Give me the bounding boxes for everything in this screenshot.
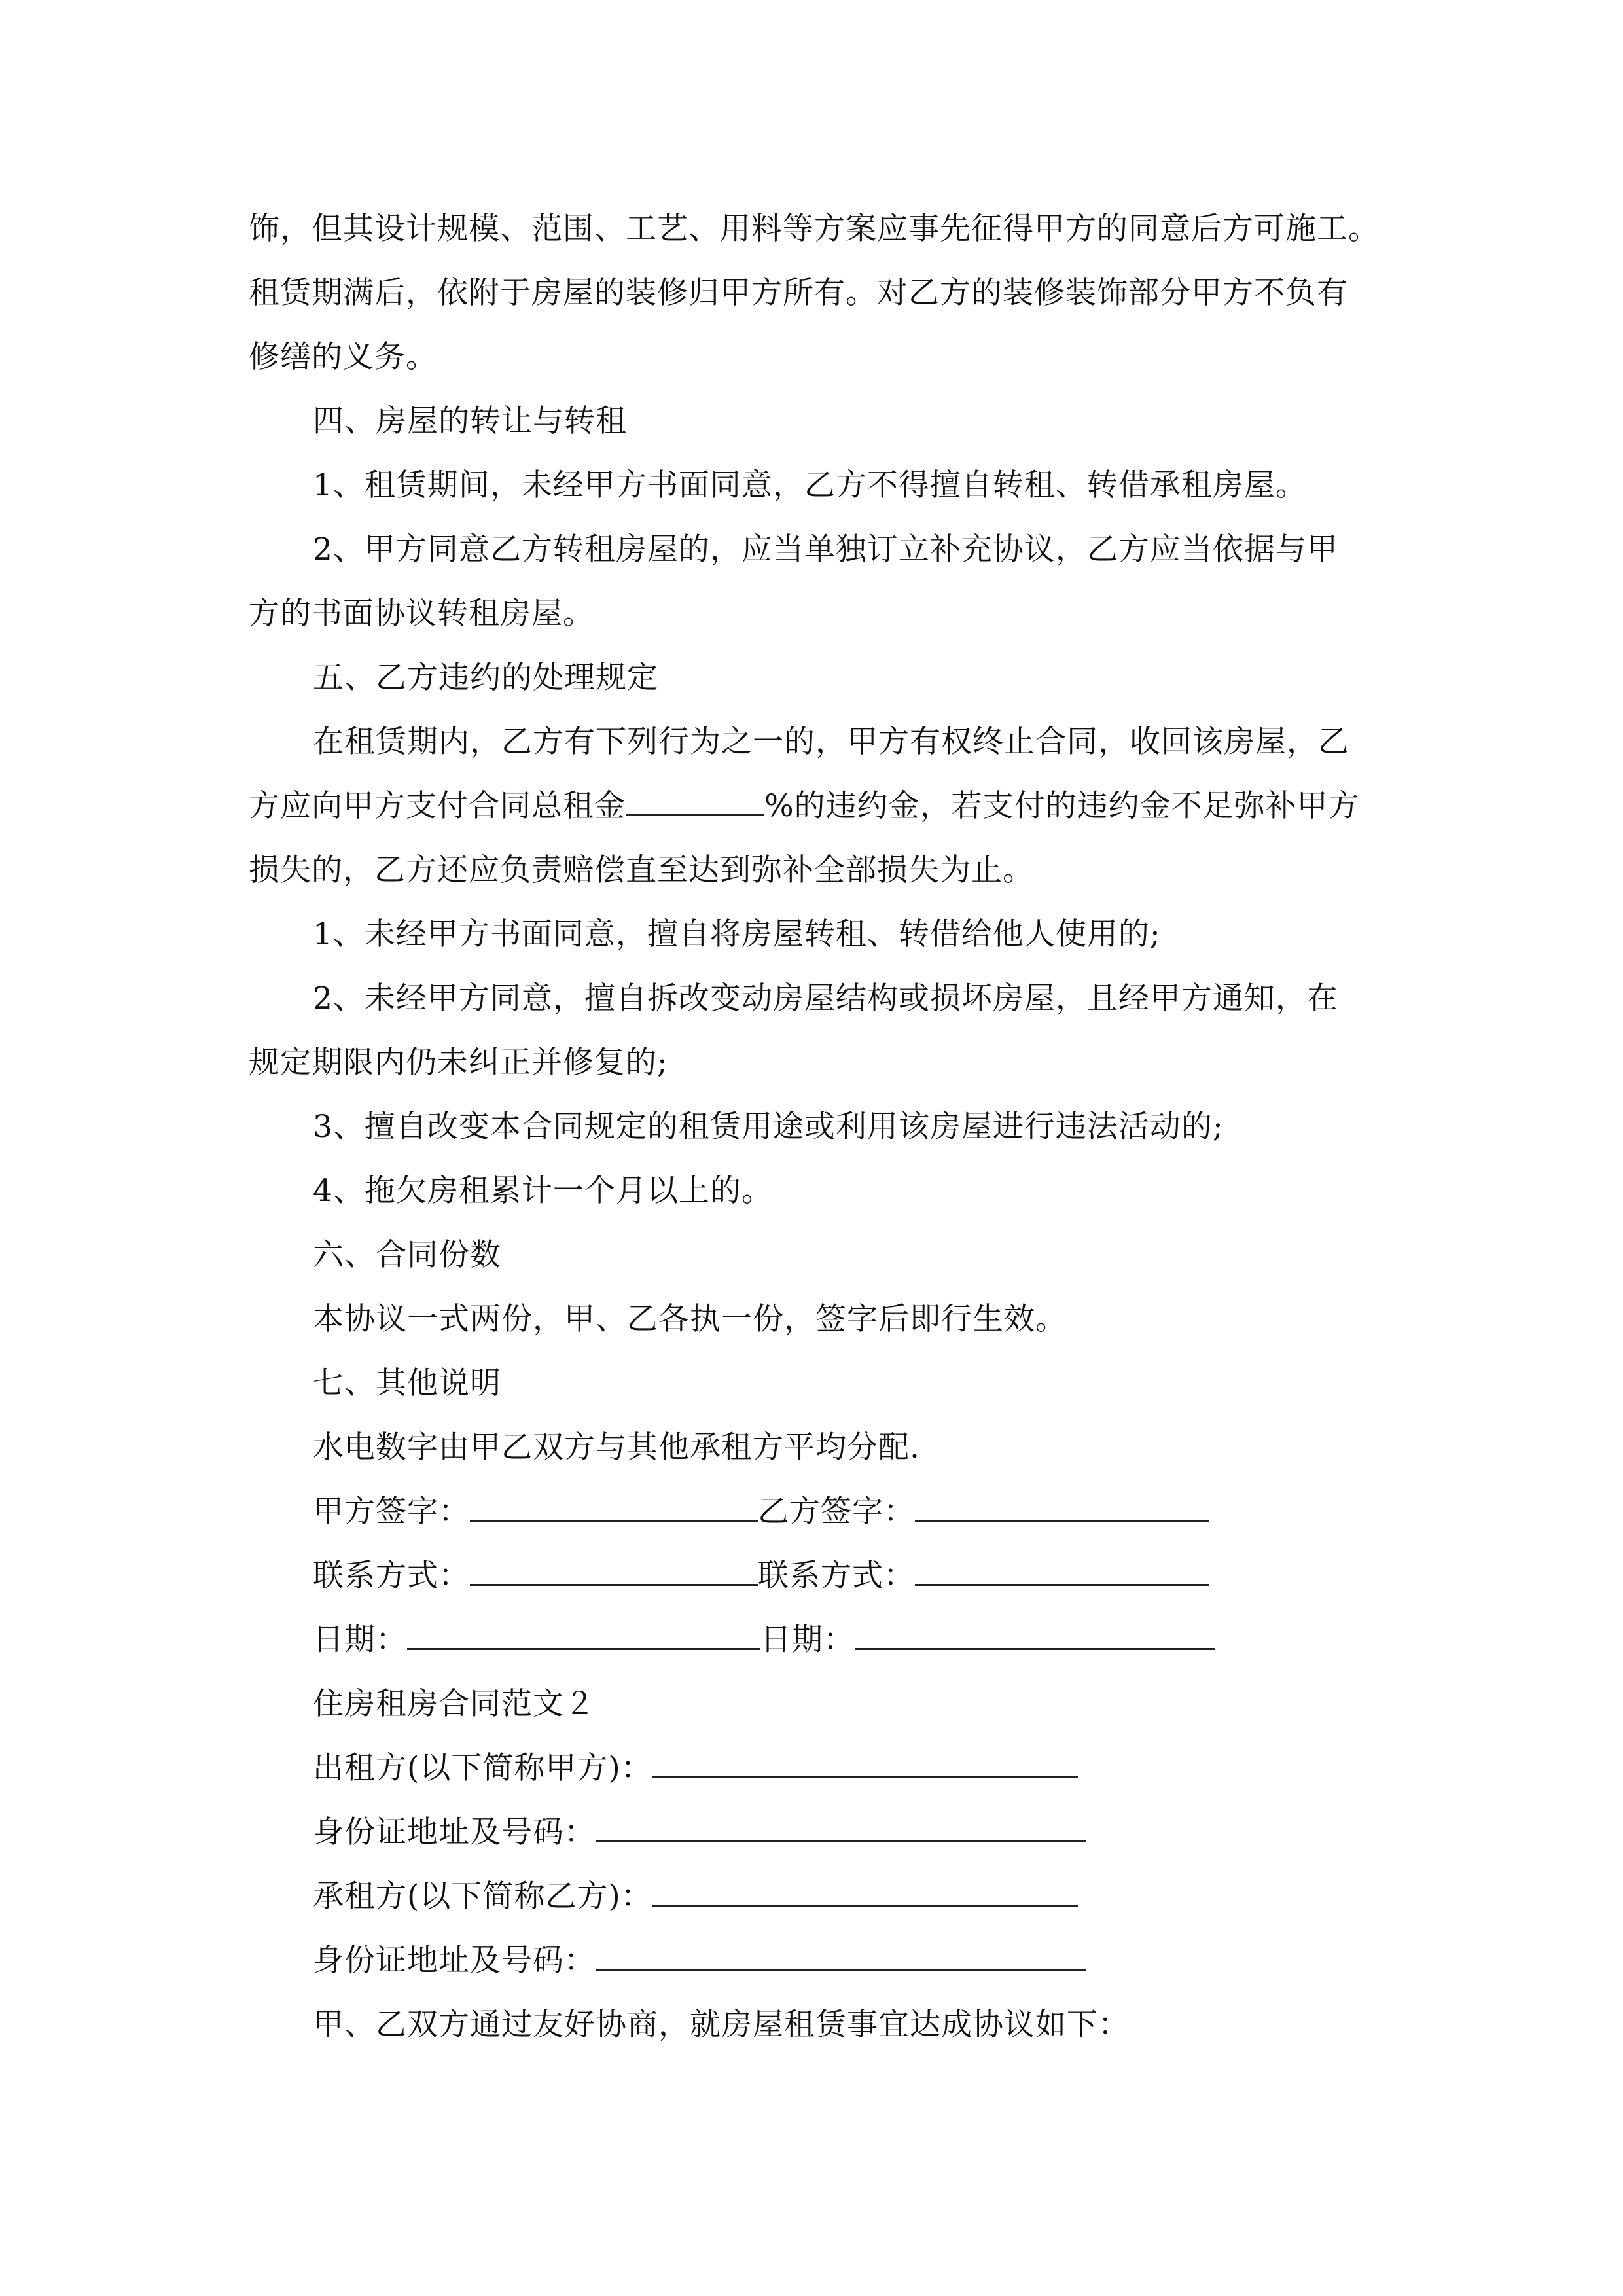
clause-5-intro-cont: 损失的，乙方还应负责赔偿直至达到弥补全部损失为止。 (249, 852, 1034, 888)
lessee-label: 承租方(以下简称乙方)： (313, 1878, 652, 1914)
section-heading-5: 五、乙方违约的处理规定 (313, 660, 658, 696)
signature-row (313, 1494, 1209, 1530)
clause-4-1: 1、租赁期间，未经甲方书面同意，乙方不得擅自转租、转借承租房屋。 (313, 467, 1307, 503)
party-b-signature-blank[interactable] (915, 1494, 1209, 1522)
penalty-percent-blank[interactable] (626, 788, 764, 816)
paragraph-line: 租赁期满后，依附于房屋的装修归甲方所有。对乙方的装修装饰部分甲方不负有 (249, 275, 1348, 311)
party-b-date-label: 日期： (760, 1622, 855, 1658)
clause-6: 本协议一式两份，甲、乙各执一份，签字后即行生效。 (313, 1301, 1067, 1337)
penalty-text-pre: 方应向甲方支付合同总租金 (249, 788, 626, 824)
clause-5-4: 4、拖欠房租累计一个月以上的。 (313, 1173, 773, 1209)
party-a-signature-label: 甲方签字： (313, 1494, 470, 1530)
lessee-blank[interactable] (652, 1878, 1078, 1907)
party-b-contact-blank[interactable] (915, 1558, 1209, 1586)
party-b-contact-label: 联系方式： (758, 1558, 915, 1594)
lessor-row (313, 1750, 1078, 1787)
party-b-signature-label: 乙方签字： (758, 1494, 915, 1530)
clause-5-2-cont: 规定期限内仍未纠正并修复的; (249, 1045, 668, 1081)
clause-4-2-cont: 方的书面协议转租房屋。 (249, 596, 594, 632)
paragraph-line: 饰，但其设计规模、范围、工艺、用料等方案应事先征得甲方的同意后方可施工。 (249, 211, 1380, 247)
date-row (313, 1622, 1215, 1659)
clause-5-intro: 在租赁期内，乙方有下列行为之一的，甲方有权终止合同，收回该房屋，乙 (313, 724, 1349, 760)
clause-5-1: 1、未经甲方书面同意，擅自将房屋转租、转借给他人使用的; (313, 916, 1161, 952)
penalty-text-post: %的违约金，若支付的违约金不足弥补甲方 (764, 788, 1360, 824)
party-a-signature-blank[interactable] (470, 1494, 758, 1522)
party-a-date-label: 日期： (313, 1622, 407, 1658)
section-heading-7: 七、其他说明 (313, 1365, 501, 1401)
clause-5-2: 2、未经甲方同意，擅自拆改变动房屋结构或损坏房屋，且经甲方通知，在 (313, 980, 1338, 1016)
lessor-id-blank[interactable] (596, 1814, 1086, 1842)
contract-2-title: 住房租房合同范文２ (313, 1686, 596, 1722)
lessor-id-row (313, 1814, 1086, 1851)
section-heading-6: 六、合同份数 (313, 1237, 501, 1273)
clause-4-2: 2、甲方同意乙方转租房屋的，应当单独订立补充协议，乙方应当依据与甲 (313, 531, 1338, 567)
lessor-id-label: 身份证地址及号码： (313, 1814, 596, 1850)
section-heading-4: 四、房屋的转让与转租 (313, 403, 627, 439)
clause-7: 水电数字由甲乙双方与其他承租方平均分配. (313, 1429, 920, 1465)
paragraph-line: 修缮的义务。 (249, 339, 437, 375)
lessor-blank[interactable] (652, 1750, 1078, 1778)
lessee-row (313, 1878, 1078, 1915)
party-a-contact-label: 联系方式： (313, 1558, 470, 1594)
clause-5-3: 3、擅自改变本合同规定的租赁用途或利用该房屋进行违法活动的; (313, 1109, 1224, 1145)
party-b-date-blank[interactable] (855, 1622, 1215, 1650)
contact-row (313, 1558, 1209, 1594)
lessee-id-blank[interactable] (596, 1943, 1086, 1971)
lessee-id-row (313, 1943, 1086, 1979)
party-a-contact-blank[interactable] (470, 1558, 758, 1586)
lessor-label: 出租方(以下简称甲方)： (313, 1750, 652, 1786)
agreement-intro: 甲、乙双方通过友好协商，就房屋租赁事宜达成协议如下： (313, 2007, 1130, 2043)
clause-5-penalty (249, 788, 1360, 825)
lessee-id-label: 身份证地址及号码： (313, 1943, 596, 1979)
party-a-date-blank[interactable] (407, 1622, 760, 1650)
